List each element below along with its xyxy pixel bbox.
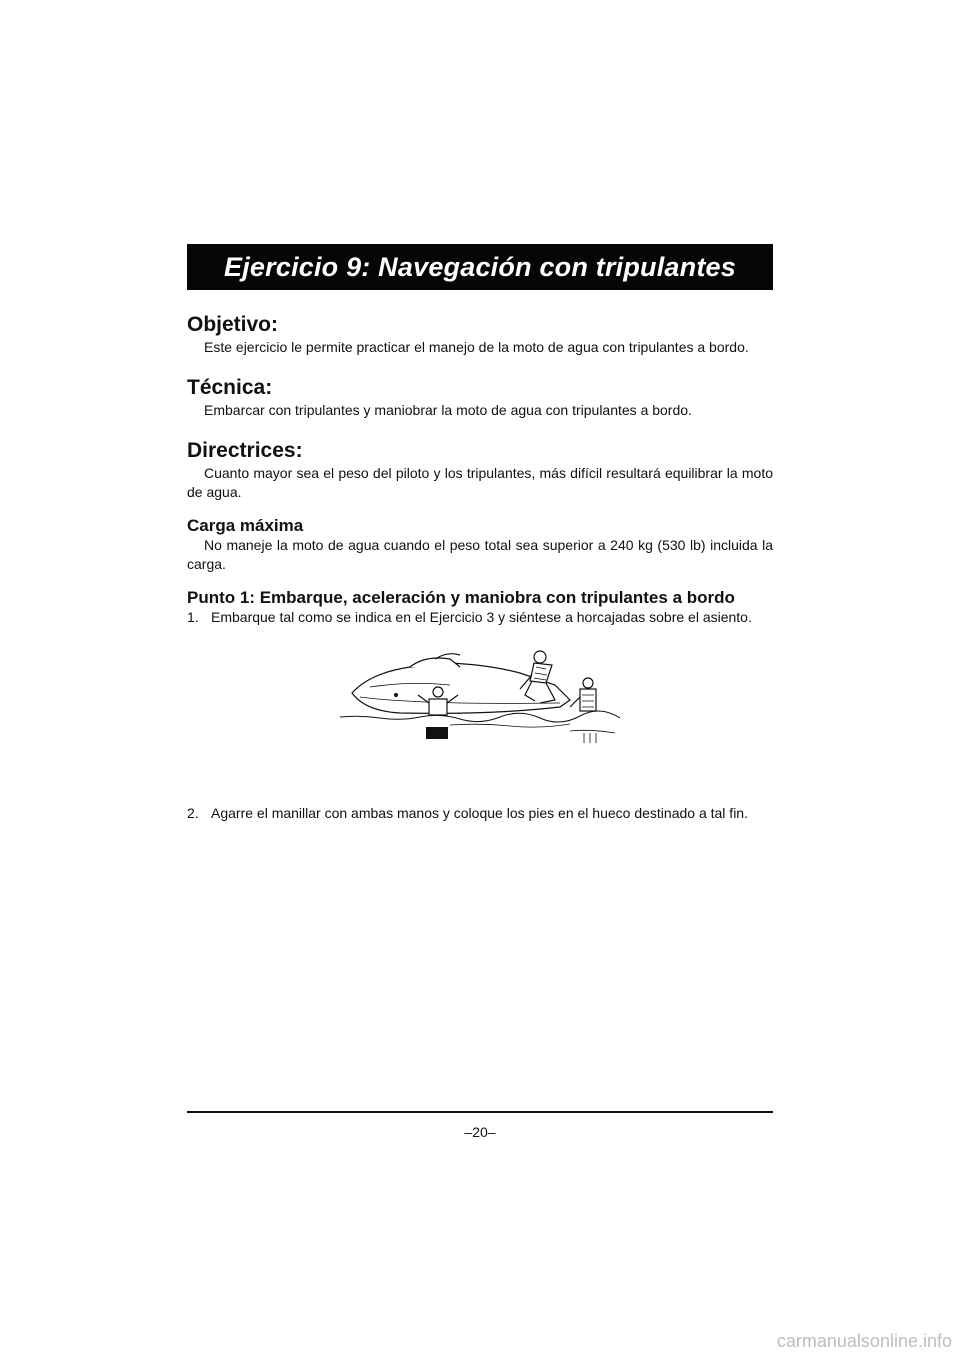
step-number: 2. <box>187 805 199 821</box>
step-text: Embarque tal como se indica en el Ejercicio 3 y siéntese a horcajadas sobre el asiento. <box>211 609 752 625</box>
step-2 <box>187 804 773 823</box>
watermark: carmanualsonline.info <box>776 1331 952 1351</box>
section-banner <box>187 244 773 290</box>
text-tecnica: Embarcar con tripulantes y maniobrar la moto de agua con tripulantes a bordo. <box>204 402 692 418</box>
banner-title: Ejercicio 9: Navegación con tripulantes <box>224 251 736 282</box>
heading-tecnica: Técnica: <box>187 376 273 399</box>
step-text: Agarre el manillar con ambas manos y coloque los pies en el hueco destinado a tal fin. <box>211 805 748 821</box>
text-carga-maxima: No maneje la moto de agua cuando el peso total sea superior a 240 kg (530 lb) incluida la carga. <box>187 537 773 572</box>
text-objetivo: Este ejercicio le permite practicar el manejo de la moto de agua con tripulantes a bordo. <box>204 339 749 355</box>
step-1 <box>187 608 773 627</box>
text-directrices: Cuanto mayor sea el peso del piloto y los tripulantes, más difícil resultará equilibrar la moto de agua. <box>187 465 773 500</box>
footer-rule <box>187 1111 773 1113</box>
step-number: 1. <box>187 609 199 625</box>
watercraft-boarding-illustration <box>340 645 620 750</box>
heading-objetivo: Objetivo: <box>187 313 279 336</box>
heading-carga-maxima: Carga máxima <box>187 516 304 535</box>
heading-punto-1: Punto 1: Embarque, aceleración y maniobra con tripulantes a bordo <box>187 588 735 607</box>
page-number: –20– <box>464 1124 496 1140</box>
heading-directrices: Directrices: <box>187 439 303 462</box>
